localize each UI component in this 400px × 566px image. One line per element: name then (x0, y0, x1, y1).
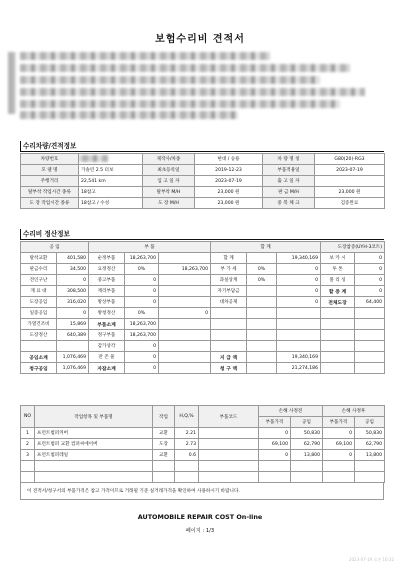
empty-cell (175, 461, 199, 472)
field-label: 탈부착 작업시간 종류 (21, 187, 79, 198)
field-value: 가솔린 2.5 터보 (79, 165, 143, 176)
table-cell: 교환 (153, 428, 175, 439)
field-value (355, 363, 385, 374)
field-value: 401,580 (57, 253, 89, 264)
sub-part-price: 부품가격 (323, 417, 355, 428)
field-label: 일증공임 (21, 308, 57, 319)
redacted-block (20, 111, 238, 119)
field-label: 입 고 일 자 (143, 176, 195, 187)
field-label (321, 341, 355, 352)
field-value: 18참고 / 수성 (79, 198, 143, 209)
field-value: 0 (125, 275, 159, 286)
col-item: 작업항목 및 부품명 (35, 406, 153, 428)
field-value (277, 308, 321, 319)
empty-cell (35, 472, 153, 483)
table-row (21, 439, 385, 450)
field-value (159, 330, 211, 341)
field-label (321, 352, 355, 363)
table-cell (199, 450, 259, 461)
field-label: 자잡소계 (89, 363, 125, 374)
sub-part-price: 부품가격 (259, 417, 291, 428)
field-label (21, 341, 57, 352)
table-cell: 2.21 (175, 428, 199, 439)
field-label: 방상부품 (89, 297, 125, 308)
table-cell: 62,790 (291, 439, 323, 450)
empty-cell (21, 461, 35, 472)
field-value (159, 352, 211, 363)
field-value (57, 341, 89, 352)
field-value (315, 176, 385, 187)
field-label: 출 고 일 자 (263, 176, 315, 187)
field-label: 도 장 M/H (143, 198, 195, 209)
table-cell: 0 (259, 428, 291, 439)
field-value: 1,076,469 (57, 352, 89, 363)
field-value: 0% (125, 308, 159, 319)
field-value (159, 363, 211, 374)
empty-cell (355, 472, 385, 483)
field-value: 0 (57, 275, 89, 286)
empty-cell (35, 461, 153, 472)
table-cell: 62,790 (355, 439, 385, 450)
table-cell: 프런트범퍼레일 (35, 450, 153, 461)
field-value (247, 363, 277, 374)
table-row (21, 275, 385, 286)
field-value: 0 (125, 341, 159, 352)
field-label: 청 구 액 (211, 363, 247, 374)
field-label: 과실상계 (211, 275, 247, 286)
header-parts: 부 품 (89, 242, 211, 253)
field-value: 34,500 (57, 264, 89, 275)
field-value: 18,263,700 (125, 253, 159, 264)
empty-cell (153, 472, 175, 483)
table-cell: 0 (323, 428, 355, 439)
field-label: 중 복 체 크 (263, 198, 315, 209)
field-label: 가열건조비 (21, 319, 57, 330)
field-label (211, 330, 247, 341)
table-row (21, 319, 385, 330)
table-row (21, 253, 385, 264)
parts-table (20, 405, 385, 483)
field-value: G80(20)-RG3 (315, 154, 385, 165)
field-value (159, 286, 211, 297)
empty-cell (291, 472, 323, 483)
field-label: 부품소계 (89, 319, 125, 330)
header-labor: 공 임 (21, 242, 89, 253)
field-label: 청구공임 (21, 363, 57, 374)
field-value (355, 308, 385, 319)
col-hq: H,Q,% (175, 406, 199, 428)
table-row (21, 428, 385, 439)
field-value: 18,263,700 (125, 330, 159, 341)
field-label (211, 308, 247, 319)
empty-cell (259, 461, 291, 472)
field-label: 폴 리 싱 (321, 275, 355, 286)
field-value: 0 (355, 286, 385, 297)
field-label: 재리부품 (89, 286, 125, 297)
field-value: 현대 / 승용 (195, 154, 263, 165)
field-label: 할 증 계 (321, 286, 355, 297)
field-value (247, 330, 277, 341)
table-cell: 프런트범퍼 교환 컴퍼씨에이버 (35, 439, 153, 450)
field-label: 최초등록일 (143, 165, 195, 176)
field-value (247, 308, 277, 319)
field-value (159, 341, 211, 352)
field-value: 0 (125, 363, 159, 374)
table-row (21, 341, 385, 352)
table-row (21, 352, 385, 363)
table-cell: 50,830 (355, 428, 385, 439)
field-label: 주행거리 (21, 176, 79, 187)
field-label (321, 319, 355, 330)
field-value: 23,000 원 (195, 198, 263, 209)
field-value: 640,389 (57, 330, 89, 341)
section-vehicle-info: 수리차량/견적정보 (20, 140, 384, 152)
col-work: 작업 (153, 406, 175, 428)
field-label: 부 가 세 (211, 264, 247, 275)
field-value (277, 341, 321, 352)
field-label (321, 308, 355, 319)
field-label: 도장공임 (21, 297, 57, 308)
field-label: 판 금 M/H (263, 187, 315, 198)
field-label (211, 341, 247, 352)
redacted-block (20, 100, 340, 108)
field-value (355, 352, 385, 363)
empty-cell (259, 472, 291, 483)
col-code: 부품코드 (199, 406, 259, 428)
redacted-block (20, 64, 350, 72)
field-label: 재 료 대 (21, 286, 57, 297)
field-label: 지 급 액 (211, 352, 247, 363)
document-title: 보험수리비 견적서 (155, 34, 245, 45)
table-cell: 69,100 (259, 439, 291, 450)
header-total: 합 계 (211, 242, 321, 253)
field-value: 검증완료 (315, 198, 385, 209)
table-cell: 교환 (153, 450, 175, 461)
table-cell: 69,100 (323, 439, 355, 450)
field-label: 잔 존 물 (89, 352, 125, 363)
table-row (21, 297, 385, 308)
field-label: 차 량 명 칭 (263, 154, 315, 165)
empty-row (21, 461, 385, 472)
field-value: 23,000 원 (195, 187, 263, 198)
field-label: 보 카 시 (321, 253, 355, 264)
empty-cell (199, 461, 259, 472)
field-value: 2023-07-19 (195, 176, 263, 187)
settlement-table (20, 241, 385, 374)
section-settlement: 수리비 정산정보 (20, 228, 384, 240)
field-value (355, 341, 385, 352)
field-label: 판금수리 (21, 264, 57, 275)
field-value (247, 341, 277, 352)
table-cell (199, 428, 259, 439)
field-value: 21,274,186 (277, 363, 321, 374)
field-value: 0% (247, 275, 277, 286)
footer-note: 이 견적서/청구서의 부품가격은 참고 가격이므로 거래될 기준 실거래가격을 확인하여 사용하시기 바랍니다. (20, 482, 384, 500)
vehicle-info-table (20, 153, 385, 209)
field-value: 0 (277, 297, 321, 308)
field-value: 0 (125, 286, 159, 297)
field-value (159, 275, 211, 286)
table-cell (199, 439, 259, 450)
field-label: 도 장 작업시간 종류 (21, 198, 79, 209)
field-label: 요정정산 (89, 264, 125, 275)
field-value: 0 (277, 264, 321, 275)
page-number: 페이지 : 1/3 (185, 528, 215, 534)
field-value (247, 253, 277, 264)
field-value: 316,020 (57, 297, 89, 308)
table-cell: 13,800 (291, 450, 323, 461)
table-cell: 3 (21, 450, 35, 461)
field-value (79, 154, 143, 165)
redacted-block (20, 88, 365, 96)
sub-labor: 공임 (291, 417, 323, 428)
field-value: 19,340,169 (277, 352, 321, 363)
field-label: 중고부품 (89, 275, 125, 286)
table-row (21, 165, 385, 176)
field-value: 2023-07-19 (315, 165, 385, 176)
field-value (247, 319, 277, 330)
field-value: 1,076,469 (57, 363, 89, 374)
empty-cell (175, 472, 199, 483)
empty-cell (323, 461, 355, 472)
table-cell: 2 (21, 439, 35, 450)
field-value: 2019-12-23 (195, 165, 263, 176)
field-label: 정구부품 (89, 330, 125, 341)
field-value: 18,263,700 (125, 319, 159, 330)
timestamp-watermark: 2023-07-19 오전 10:32 (348, 557, 394, 562)
field-value: 22,541 km (79, 176, 143, 187)
field-label: 투 톤 (321, 264, 355, 275)
field-label: 감가상각 (89, 341, 125, 352)
empty-cell (153, 461, 175, 472)
table-cell: 1 (21, 428, 35, 439)
field-value: 18참고 (79, 187, 143, 198)
table-row (21, 286, 385, 297)
empty-cell (199, 472, 259, 483)
field-value (355, 330, 385, 341)
field-label: 순정부품 (89, 253, 125, 264)
field-label: 공임소계 (21, 352, 57, 363)
table-row (21, 264, 385, 275)
col-before: 손해 사정전 (259, 406, 323, 417)
empty-cell (21, 472, 35, 483)
field-label: 대차공제 (211, 297, 247, 308)
field-value (159, 253, 211, 264)
table-row (21, 308, 385, 319)
table-cell: 13,800 (355, 450, 385, 461)
empty-cell (323, 472, 355, 483)
table-cell: 도장 (153, 439, 175, 450)
field-value: 64,400 (355, 297, 385, 308)
field-value (277, 319, 321, 330)
table-row (21, 330, 385, 341)
field-value: 308,500 (57, 286, 89, 297)
field-value: 15,869 (57, 319, 89, 330)
field-label: 자기부담금 (211, 286, 247, 297)
field-label: 전체도장 (321, 297, 355, 308)
empty-row (21, 472, 385, 483)
field-value: 0 (277, 286, 321, 297)
field-label: 탈부착 M/H (143, 187, 195, 198)
field-value: 0% (125, 264, 159, 275)
empty-cell (291, 461, 323, 472)
table-cell: 0 (323, 450, 355, 461)
field-label: 모 델 명 (21, 165, 79, 176)
field-value: 0 (125, 352, 159, 363)
field-label: 방청정산 (89, 308, 125, 319)
table-row (21, 187, 385, 198)
field-label: 견인구난 (21, 275, 57, 286)
table-cell: 프런트범퍼커버 (35, 428, 153, 439)
field-value (277, 330, 321, 341)
empty-cell (355, 461, 385, 472)
field-value (355, 319, 385, 330)
field-value: 23,000 원 (315, 187, 385, 198)
field-value: 19,340,169 (277, 253, 321, 264)
sub-labor: 공임 (355, 417, 385, 428)
table-row (21, 154, 385, 165)
table-row (21, 363, 385, 374)
field-value: 0 (57, 308, 89, 319)
table-row (21, 198, 385, 209)
field-value: 0 (125, 297, 159, 308)
field-value (247, 286, 277, 297)
field-value: 18,263,700 (159, 264, 211, 275)
redacted-block (8, 52, 16, 114)
field-value (247, 297, 277, 308)
field-value: 0 (355, 253, 385, 264)
col-no: NO (21, 406, 35, 428)
field-label (321, 330, 355, 341)
footer-title: AUTOMOBILE REPAIR COST On-line (137, 513, 263, 521)
field-label: 차량번호 (21, 154, 79, 165)
field-label: 부품적용일 (263, 165, 315, 176)
table-row (21, 450, 385, 461)
field-value (159, 297, 211, 308)
field-value: 0 (355, 275, 385, 286)
redacted-block (20, 52, 270, 60)
field-value: 0% (247, 264, 277, 275)
field-value (159, 319, 211, 330)
col-after: 손해 사정후 (323, 406, 385, 417)
redacted-block (20, 76, 320, 84)
field-label: 합 계 (211, 253, 247, 264)
table-cell: 0 (259, 450, 291, 461)
field-value: 0 (277, 275, 321, 286)
table-row (21, 176, 385, 187)
field-value: 0 (355, 264, 385, 275)
field-label (211, 319, 247, 330)
field-label (321, 363, 355, 374)
field-label: 도장정산 (21, 330, 57, 341)
header-paint: 도장참증(UYH-3코트) (321, 242, 385, 253)
table-cell: 0.6 (175, 450, 199, 461)
field-label: 탈착교환 (21, 253, 57, 264)
field-label: 제작사/차종 (143, 154, 195, 165)
table-cell: 50,830 (291, 428, 323, 439)
field-value (247, 352, 277, 363)
field-value: 0 (159, 308, 211, 319)
table-cell: 2.73 (175, 439, 199, 450)
